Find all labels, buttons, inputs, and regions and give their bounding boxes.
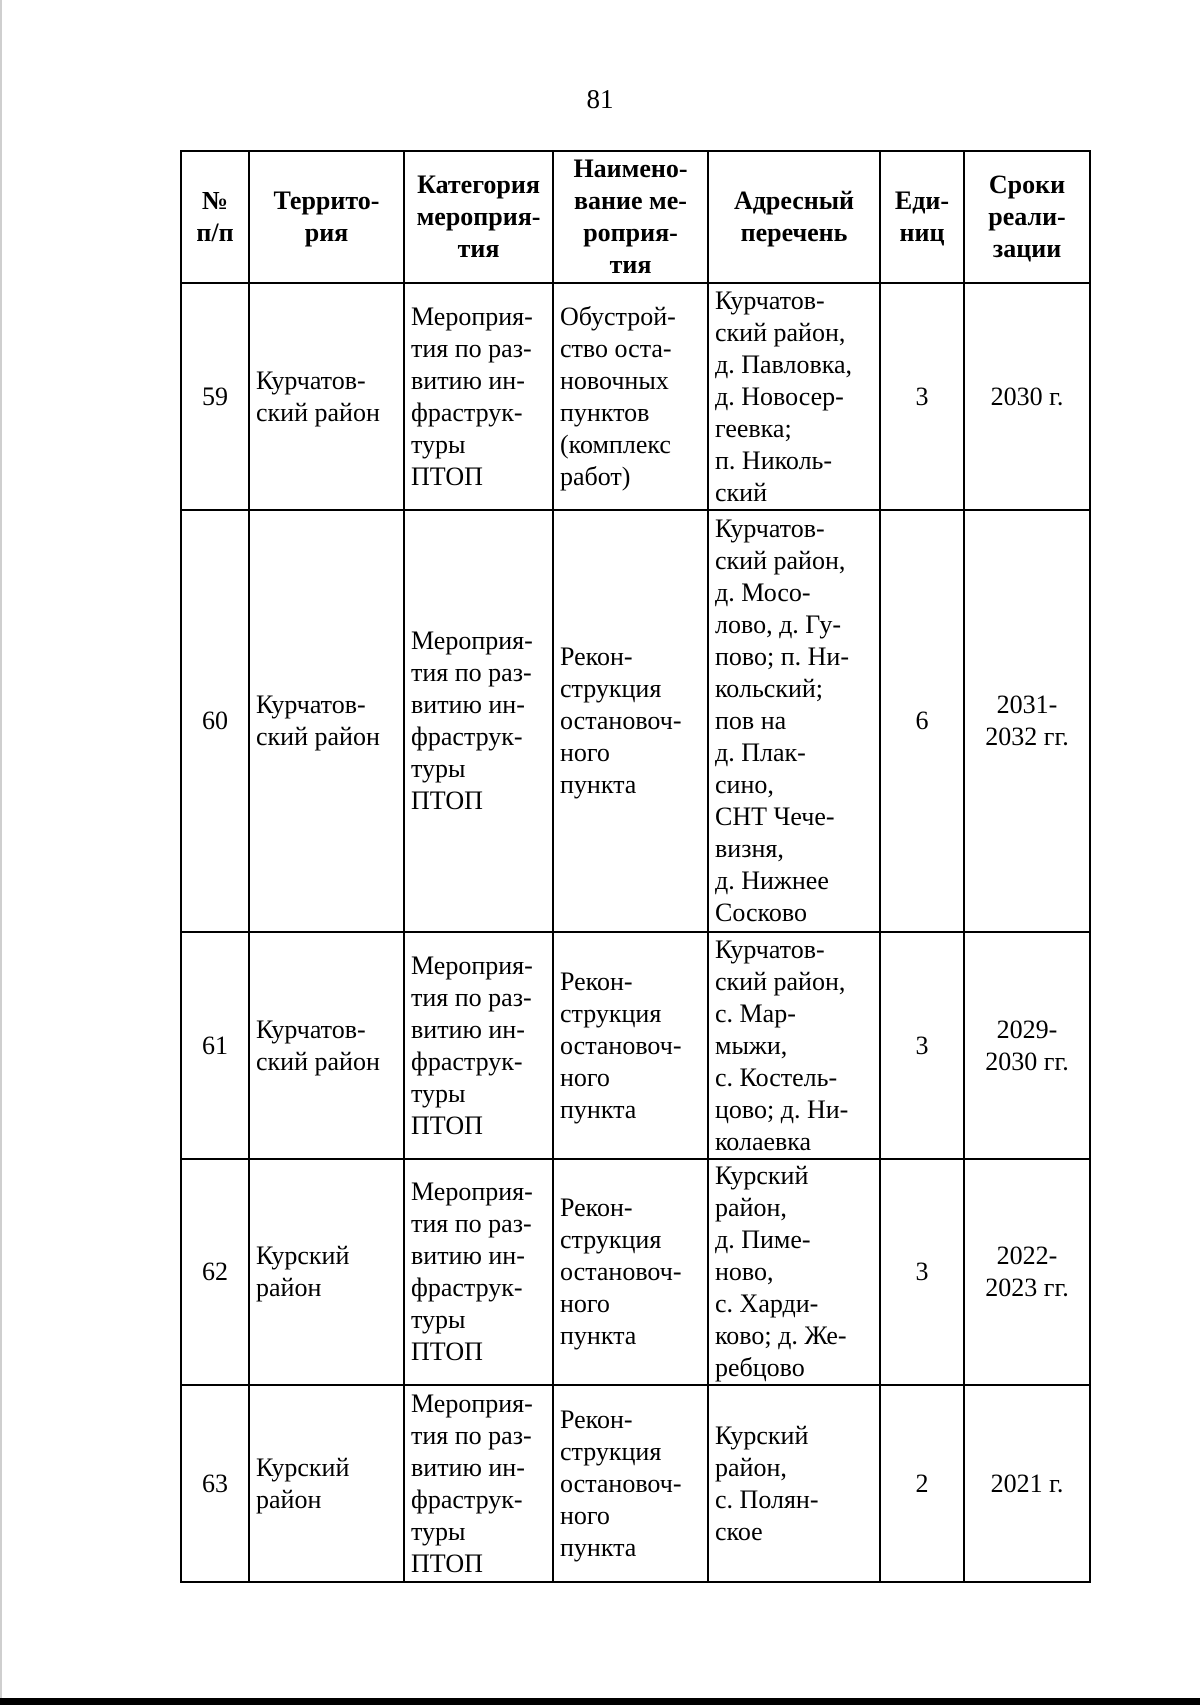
cell-number: 62 bbox=[181, 1159, 249, 1385]
scan-left-edge bbox=[0, 0, 2, 1705]
table-row bbox=[181, 1385, 1090, 1582]
cell-units: 3 bbox=[880, 283, 964, 510]
cell-number: 61 bbox=[181, 932, 249, 1159]
cell-address-list: Курский район, с. Полян- ское bbox=[708, 1385, 880, 1582]
cell-address-list: Курчатов- ский район, д. Мосо- лово, д. Гу- пово; п. Ни- кольский; пов на д. Плак- сино, СНТ Чече- визня, д. Нижнее Сосково bbox=[708, 510, 880, 932]
cell-territory: Курчатов- ский район bbox=[249, 510, 404, 932]
cell-dates: 2030 г. bbox=[964, 283, 1090, 510]
table-row bbox=[181, 932, 1090, 1159]
cell-territory: Курчатов- ский район bbox=[249, 283, 404, 510]
table-row bbox=[181, 283, 1090, 510]
table-row bbox=[181, 1159, 1090, 1385]
header-dates: Сроки реали- зации bbox=[964, 151, 1090, 283]
cell-territory: Курский район bbox=[249, 1385, 404, 1582]
header-category: Категория мероприя- тия bbox=[404, 151, 553, 283]
cell-measure-name: Рекон- струкция остановоч- ного пункта bbox=[553, 1159, 708, 1385]
cell-dates: 2021 г. bbox=[964, 1385, 1090, 1582]
measures-table bbox=[180, 150, 1091, 1583]
cell-measure-name: Рекон- струкция остановоч- ного пункта bbox=[553, 510, 708, 932]
cell-category: Мероприя- тия по раз- витию ин- фраструк- туры ПТОП bbox=[404, 932, 553, 1159]
header-units: Еди- ниц bbox=[880, 151, 964, 283]
header-number: № п/п bbox=[181, 151, 249, 283]
cell-units: 2 bbox=[880, 1385, 964, 1582]
cell-units: 6 bbox=[880, 510, 964, 932]
header-measure-name: Наимено- вание ме- роприя- тия bbox=[553, 151, 708, 283]
table-header-row bbox=[181, 151, 1090, 283]
cell-address-list: Курчатов- ский район, с. Мар- мыжи, с. Костель- цово; д. Ни- колаевка bbox=[708, 932, 880, 1159]
cell-number: 60 bbox=[181, 510, 249, 932]
cell-dates: 2029- 2030 гг. bbox=[964, 932, 1090, 1159]
cell-dates: 2022- 2023 гг. bbox=[964, 1159, 1090, 1385]
header-address-list: Адресный перечень bbox=[708, 151, 880, 283]
cell-measure-name: Рекон- струкция остановоч- ного пункта bbox=[553, 932, 708, 1159]
cell-territory: Курский район bbox=[249, 1159, 404, 1385]
cell-dates: 2031- 2032 гг. bbox=[964, 510, 1090, 932]
cell-number: 63 bbox=[181, 1385, 249, 1582]
cell-category: Мероприя- тия по раз- витию ин- фраструк- туры ПТОП bbox=[404, 1385, 553, 1582]
cell-address-list: Курчатов- ский район, д. Павловка, д. Новосер- геевка; п. Николь- ский bbox=[708, 283, 880, 510]
scan-bottom-edge bbox=[0, 1698, 1200, 1705]
cell-territory: Курчатов- ский район bbox=[249, 932, 404, 1159]
cell-address-list: Курский район, д. Пиме- ново, с. Харди- ково; д. Же- ребцово bbox=[708, 1159, 880, 1385]
cell-category: Мероприя- тия по раз- витию ин- фраструк- туры ПТОП bbox=[404, 283, 553, 510]
table-row bbox=[181, 510, 1090, 932]
cell-number: 59 bbox=[181, 283, 249, 510]
cell-measure-name: Рекон- струкция остановоч- ного пункта bbox=[553, 1385, 708, 1582]
cell-units: 3 bbox=[880, 1159, 964, 1385]
header-territory: Террито- рия bbox=[249, 151, 404, 283]
page-number: 81 bbox=[586, 84, 614, 114]
cell-measure-name: Обустрой- ство оста- новочных пунктов (комплекс работ) bbox=[553, 283, 708, 510]
cell-units: 3 bbox=[880, 932, 964, 1159]
cell-category: Мероприя- тия по раз- витию ин- фраструк- туры ПТОП bbox=[404, 1159, 553, 1385]
cell-category: Мероприя- тия по раз- витию ин- фраструк- туры ПТОП bbox=[404, 510, 553, 932]
